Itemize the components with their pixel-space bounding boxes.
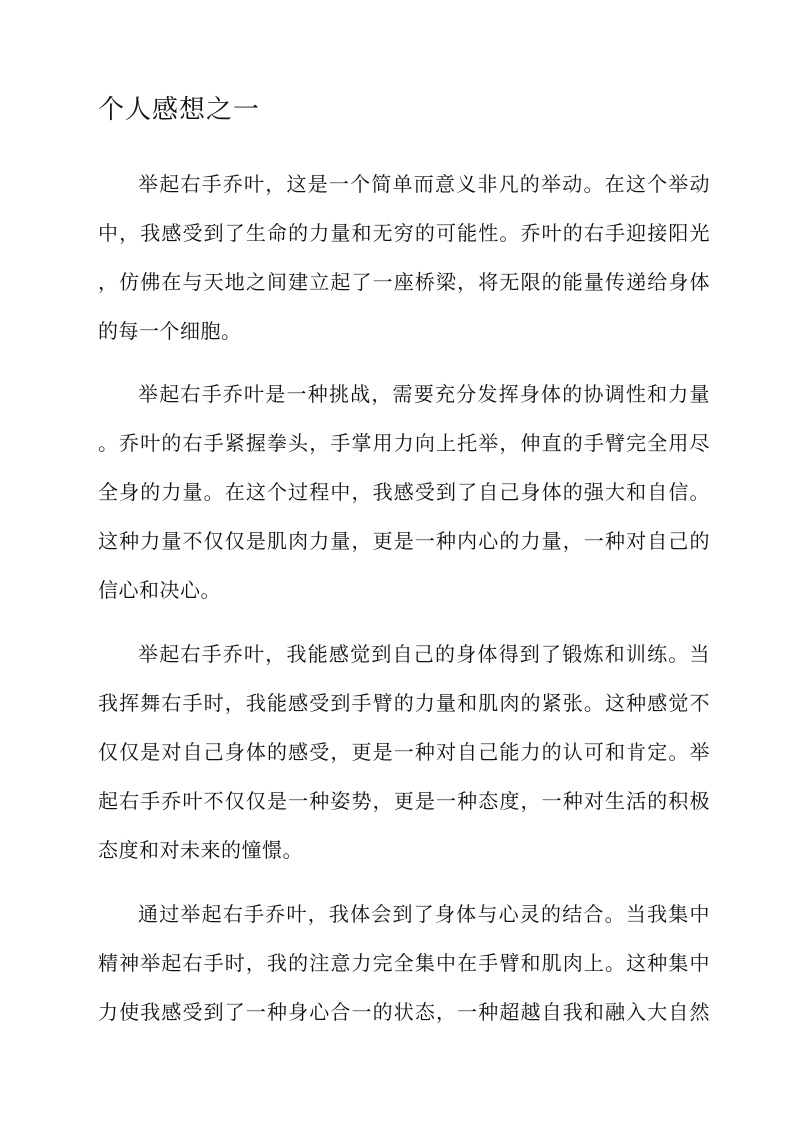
- paragraph-line: 。乔叶的右手紧握拳头，手掌用力向上托举，伸直的手臂完全用尽: [98, 431, 710, 455]
- paragraph-4: [98, 890, 710, 1037]
- paragraph-1: [98, 160, 710, 356]
- paragraph-line: 的每一个细胞。: [98, 319, 242, 343]
- paragraph-line: 举起右手乔叶，这是一个简单而意义非凡的举动。在这个举动: [138, 172, 710, 196]
- paragraph-3: [98, 630, 710, 875]
- paragraph-line: 举起右手乔叶是一种挑战，需要充分发挥身体的协调性和力量: [138, 382, 710, 406]
- paragraph-line: 精神举起右手时，我的注意力完全集中在手臂和肌肉上。这种集中: [98, 951, 710, 975]
- paragraph-line: 全身的力量。在这个过程中，我感受到了自己身体的强大和自信。: [98, 480, 710, 504]
- paragraph-line: 仅仅是对自己身体的感受，更是一种对自己能力的认可和肯定。举: [98, 740, 710, 764]
- paragraph-line: 中，我感受到了生命的力量和无穷的可能性。乔叶的右手迎接阳光: [98, 221, 710, 245]
- paragraph-line: 态度和对未来的憧憬。: [98, 838, 303, 862]
- paragraph-line: 信心和决心。: [98, 578, 221, 602]
- paragraph-line: ，仿佛在与天地之间建立起了一座桥梁，将无限的能量传递给身体: [98, 270, 710, 294]
- page-title: 个人感想之一: [98, 95, 261, 125]
- paragraph-line: 通过举起右手乔叶，我体会到了身体与心灵的结合。当我集中: [138, 902, 710, 926]
- paragraph-line: 我挥舞右手时，我能感受到手臂的力量和肌肉的紧张。这种感觉不: [98, 691, 710, 715]
- paragraph-line: 举起右手乔叶，我能感觉到自己的身体得到了锻炼和训练。当: [138, 642, 710, 666]
- paragraph-line: 这种力量不仅仅是肌肉力量，更是一种内心的力量，一种对自己的: [98, 529, 710, 553]
- paragraph-line: 起右手乔叶不仅仅是一种姿势，更是一种态度，一种对生活的积极: [98, 789, 710, 813]
- paragraph-line: 力使我感受到了一种身心合一的状态，一种超越自我和融入大自然: [98, 1000, 710, 1024]
- paragraph-2: [98, 370, 710, 615]
